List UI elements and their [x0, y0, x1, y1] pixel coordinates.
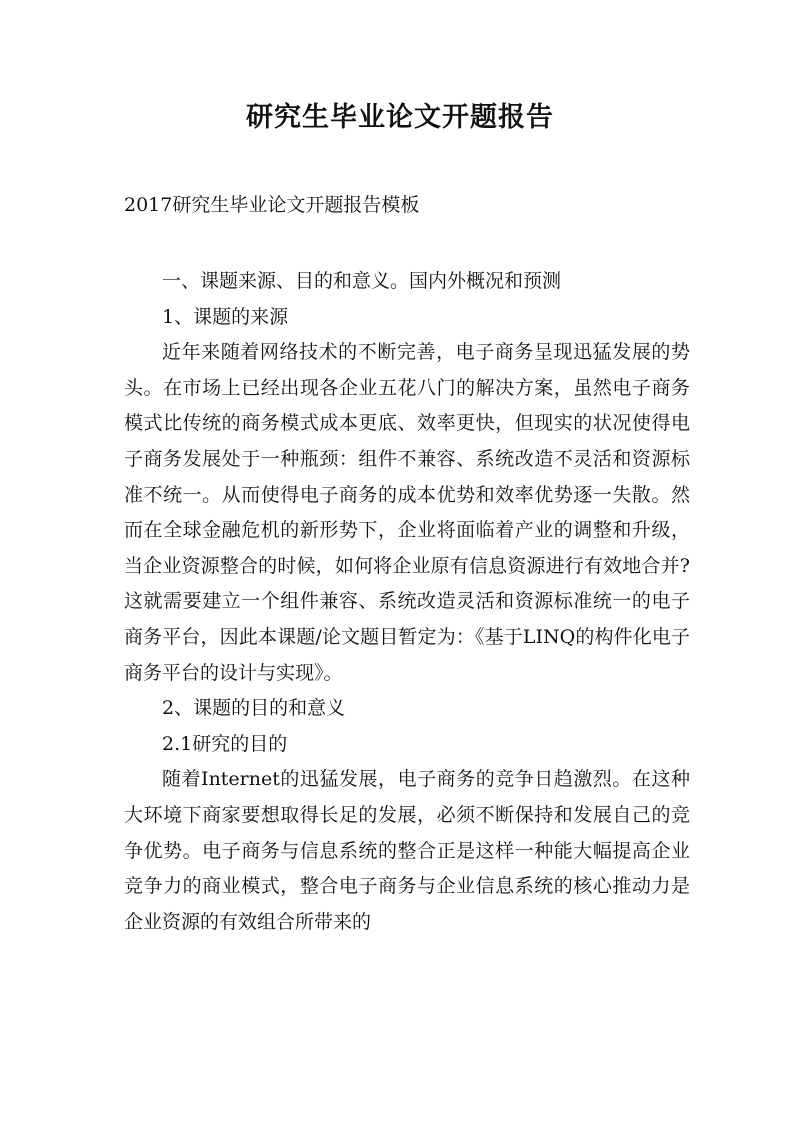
- document-subtitle: 2017研究生毕业论文开题报告模板: [124, 194, 420, 216]
- subsection-heading-2: 2、课题的目的和意义: [162, 697, 346, 720]
- body-paragraph-1: 近年来随着网络技术的不断完善，电子商务呈现迅猛发展的势头。在市场上已经出现各企业五花八门的解决方案，虽然电子商务模式比传统的商务模式成本更底、效率更快，但现实的状况使得电子商务发展处于一种瓶颈：组件不兼容、系统改造不灵活和资源标准不统一。从而使得电子商务的成本优势和效率优势逐一失散。然而在全球金融危机的新形势下，企业将面临着产业的调整和升级，当企业资源整合的时候，如何将企业原有信息资源进行有效地合并?这就需要建立一个组件兼容、系统改造灵活和资源标准统一的电子商务平台，因此本课题/论文题目暂定为：《基于LINQ的构件化电子商务平台的设计与实现》。: [124, 341, 690, 684]
- document-body: [124, 264, 690, 940]
- body-paragraph-2: 随着Internet的迅猛发展，电子商务的竞争日趋激烈。在这种大环境下商家要想取得长足的发展，必须不断保持和发展自己的竞争优势。电子商务与信息系统的整合正是这样一种能大幅提高企业竞争力的商业模式，整合电子商务与企业信息系统的核心推动力是企业资源的有效组合所带来的: [124, 768, 690, 933]
- document-title: 研究生毕业论文开题报告: [246, 102, 554, 133]
- section-heading-1: 一、课题来源、目的和意义。国内外概况和预测: [162, 270, 562, 292]
- subsection-heading-1: 1、课题的来源: [162, 305, 289, 328]
- subsection-heading-2-1: 2.1研究的目的: [162, 732, 288, 755]
